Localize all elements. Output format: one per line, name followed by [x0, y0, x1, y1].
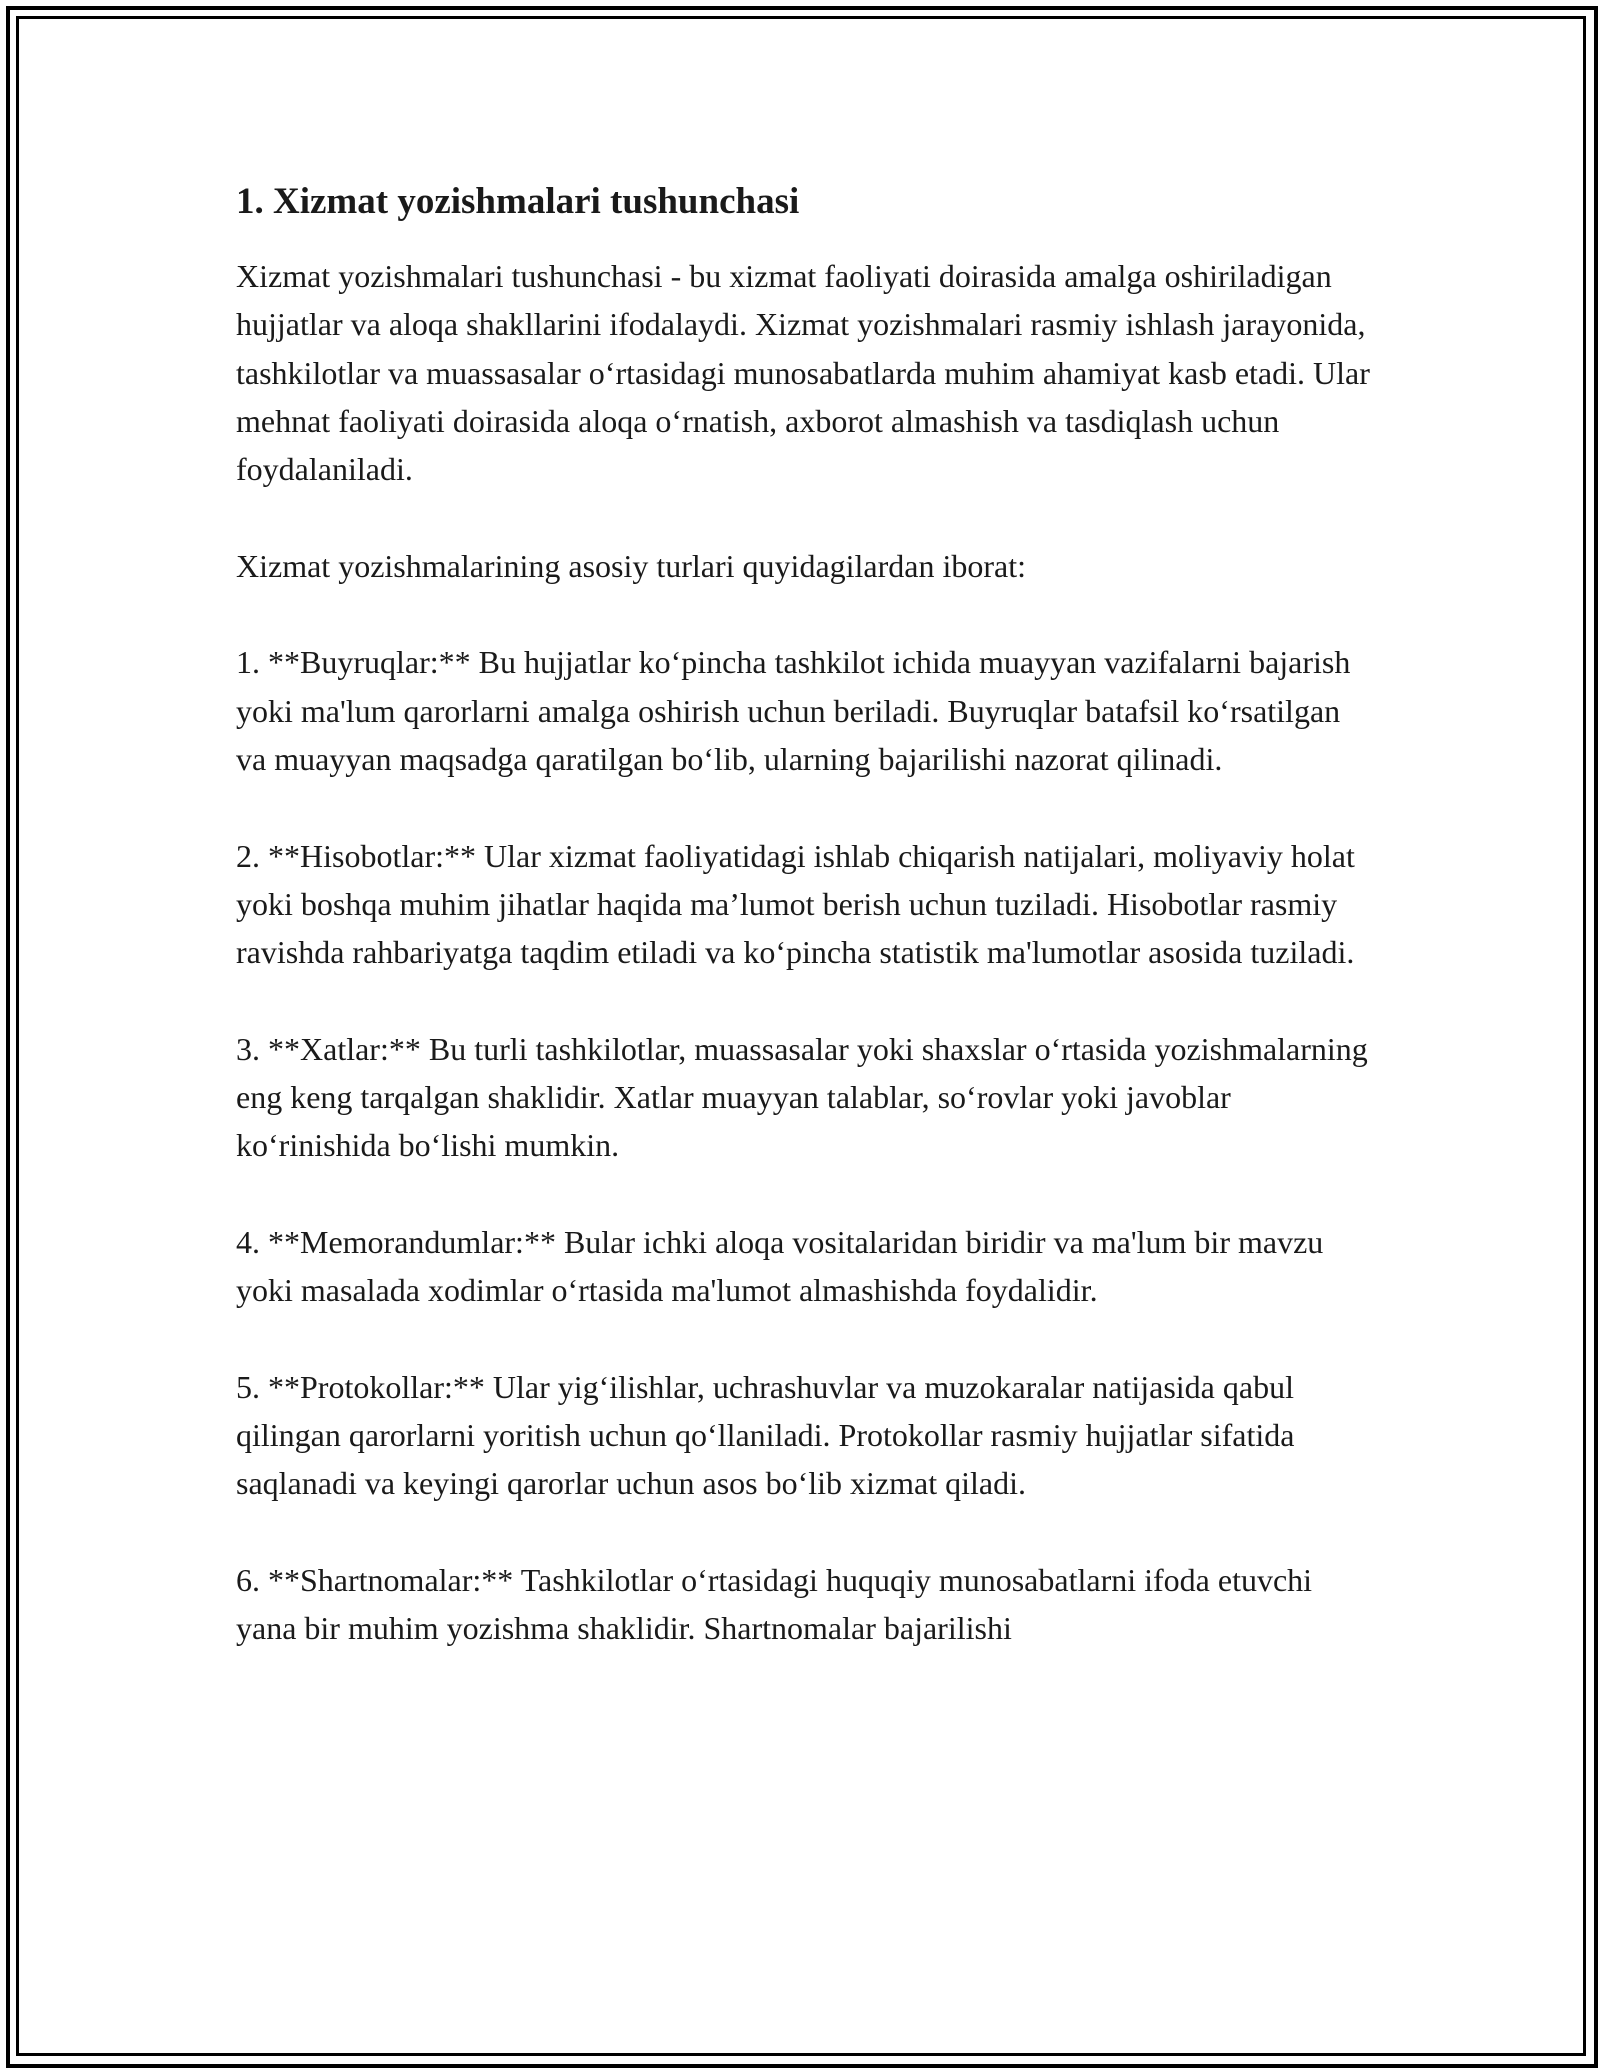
document-title: 1. Xizmat yozishmalari tushunchasi: [236, 181, 800, 222]
paragraph-intro: Xizmat yozishmalari tushunchasi - bu xizmat faoliyati doirasida amalga oshiriladigan hujjatlar va aloqa shakllarini ifodalaydi. Xizmat yozishmalari rasmiy ishlash jarayonida, tashkilotlar va muassasalar o‘rtasidagi munosabatlarda muhim ahamiyat kasb etadi. Ular mehnat faoliyati doirasida aloqa o‘rnatish, axborot almashish va tasdiqlash uchun foydalaniladi.: [236, 258, 1370, 488]
document-body: [236, 178, 1376, 1653]
paragraph-types-heading: Xizmat yozishmalarining asosiy turlari quyidagilardan iborat:: [236, 547, 1027, 584]
paragraph-buyruqlar: 1. **Buyruqlar:** Bu hujjatlar ko‘pincha tashkilot ichida muayyan vazifalarni bajarish yoki ma'lum qarorlarni amalga oshirish uchun beriladi. Buyruqlar batafsil ko‘rsatilgan va muayyan maqsadga qaratilgan bo‘lib, ularning bajarilishi nazorat qilinadi.: [236, 644, 1351, 777]
paragraph-xatlar: 3. **Xatlar:** Bu turli tashkilotlar, muassasalar yoki shaxslar o‘rtasida yozishmalarning eng keng tarqalgan shaklidir. Xatlar muayyan talablar, so‘rovlar yoki javoblar ko‘rinishida bo‘lishi mumkin.: [236, 1030, 1368, 1164]
paragraph-shartnomalar: 6. **Shartnomalar:** Tashkilotlar o‘rtasidagi huquqiy munosabatlarni ifoda etuvchi yana bir muhim yozishma shaklidir. Shartnomalar bajarilishi: [236, 1562, 1313, 1647]
paragraph-protokollar: 5. **Protokollar:** Ular yig‘ilishlar, uchrashuvlar va muzokaralar natijasida qabul qilingan qarorlarni yoritish uchun qo‘llaniladi. Protokollar rasmiy hujjatlar sifatida saqlanadi va keyingi qarorlar uchun asos bo‘lib xizmat qiladi.: [236, 1368, 1295, 1502]
paragraph-memorandumlar: 4. **Memorandumlar:** Bular ichki aloqa vositalaridan biridir va ma'lum bir mavzu yoki masalada xodimlar o‘rtasida ma'lumot almashishda foydalidir.: [236, 1223, 1324, 1309]
paragraph-hisobotlar: 2. **Hisobotlar:** Ular xizmat faoliyatidagi ishlab chiqarish natijalari, moliyaviy holat yoki boshqa muhim jihatlar haqida ma’lumot berish uchun tuziladi. Hisobotlar rasmiy ravishda rahbariyatga taqdim etiladi va ko‘pincha statistik ma'lumotlar asosida tuziladi.: [236, 837, 1355, 971]
